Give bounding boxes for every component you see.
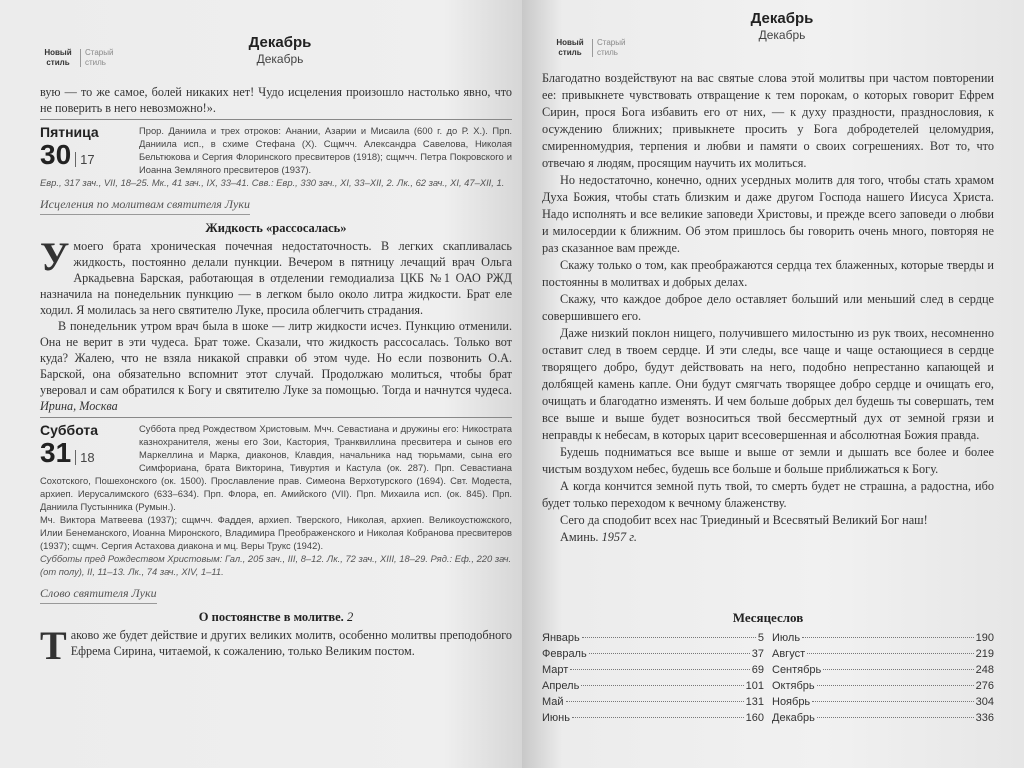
month-header (702, 10, 862, 43)
toc-entry[interactable] (542, 646, 764, 662)
toc-month: Декабрь (772, 712, 815, 724)
word-title (40, 609, 512, 625)
paragraph: Даже низкий поклон нищего, получившего милостыню из рук твоих, несомненно оставит след в твоем сердце. И эти следы, все чаще и чаще остающиеся в сердце творящего добро, будут действовать на него, подобно непрестанно капающей и долбящей камень капле. Они будут смягчать творящее добро сердце и очищать его, очищать и благодатно изменять. И чем больше добрых дел будешь ты совершать, тем все выше и выше будет возноситься твой бессмертный дух от земной грязи и неправды к небесам, в которых царит всесовершенная и абсолютная Божия правда. (542, 326, 994, 442)
toc-month: Май (542, 696, 564, 708)
dot-leader (823, 669, 973, 670)
dot-leader (572, 717, 744, 718)
section-heading: Исцеления по молитвам святителя Луки (40, 197, 250, 215)
month-header (200, 34, 360, 67)
new-style-label: Новый стиль (44, 48, 72, 67)
old-style-label: Старый стиль (85, 48, 114, 67)
sermon-text (542, 70, 994, 546)
date-new: 30 (40, 139, 72, 170)
toc-entry[interactable] (772, 710, 994, 726)
toc-page: 276 (975, 680, 994, 692)
toc-page: 336 (975, 712, 994, 724)
saints-list: Мч. Виктора Матвеева (1937); сщмчч. Фаддея, архиеп. Тверского, Николая, архиеп. Великоустюжского, Илии Бенеманского, Иоанна Миронского, Владимира Преображенского и Николая Кобранова пресвитеров (1937); сщмч. Сергия Астахова диакона и мц. Веры Трукс (1942). (40, 514, 512, 551)
toc-month: Ноябрь (772, 696, 811, 708)
month-new: Декабрь (750, 10, 814, 27)
story-title: Жидкость «рассосалась» (205, 221, 347, 235)
table-of-contents (542, 610, 994, 726)
word-paragraph: аково же будет действие и других великих молитв, особенно молитвы преподобного Ефрема Сирина, читаемой, к сожалению, только Великим постом. (70, 628, 512, 658)
toc-page: 37 (751, 648, 764, 660)
saints-list: Прор. Даниила и трех отроков: Анании, Азарии и Мисаила (600 г. до Р. Х.). Прп. Даниила исп., в схиме Стефана (X). Сщмчч. Александра Савелова, Николая Бельтюкова и Сергия Флоринского пресвитеров (1918); сщмчч. Петра Покровского и Иоанна Земляного пресвитеров (1937). (139, 125, 512, 175)
toc-month: Август (772, 648, 806, 660)
toc-entry[interactable] (772, 694, 994, 710)
toc-entry[interactable] (772, 630, 994, 646)
saints-list: Суббота пред Рождеством Христовым. Мчч. Севастиана и дружины его: Никострата казнохранителя, жены его Зои, Кастория, Транквиллина пресвитера и сынов его Маркеллина и Марка, диаконов, Клавдия, начальника над тюрьмами, сына его Симфориана, брата Викторина, Тивуртия и Кастула (ок. 287). Прп. Севастиана Сохотского, Пошехонского (ок. 1500). Прославление прав. Симеона Верхотурского (1694). Свт. Модеста, архиеп. Иерусалимского (633–634). Прп. Флора, еп. Амийского (VII). Прп. Михаила исп. (ок. 845). Прп. Даниила Пустынника (Румын.). (40, 423, 512, 512)
toc-page: 131 (745, 696, 764, 708)
toc-entry[interactable] (542, 694, 764, 710)
paragraph: Скажу только о том, как преображаются сердца тех блаженных, которые тверды и постоянны в молитвах и добрых делах. (542, 258, 994, 289)
readings: Субботы пред Рождеством Христовым: Гал., 205 зач., III, 8–12. Лк., 72 зач., XIII, 18–29. Ряд.: Еф., 220 зач. (от полу), II, 11–13. Лк., 74 зач., XIV, 1–11. (40, 553, 512, 577)
toc-month: Октябрь (772, 680, 815, 692)
toc-page: 248 (975, 664, 994, 676)
dot-leader (802, 637, 974, 638)
toc-column-right (772, 630, 994, 726)
dot-leader (589, 653, 750, 654)
story-author: Ирина, Москва (40, 399, 118, 413)
right-page (522, 0, 1024, 768)
toc-month: Апрель (542, 680, 580, 692)
style-legend (40, 48, 117, 68)
dot-leader (807, 653, 974, 654)
toc-month: Июль (772, 632, 801, 644)
toc-entry[interactable] (542, 678, 764, 694)
dot-leader (817, 685, 974, 686)
dot-leader (817, 717, 974, 718)
dot-leader (581, 685, 743, 686)
paragraph: Но недостаточно, конечно, одних усердных молитв для того, чтобы стать храмом Духа Божия, чтобы стать близким и даже другом Господа нашего Иисуса Христа. Надо исполнять и все великие заповеди Христовы, и прежде всего заповеди о любви и милосердии к ближним. Об этом пришлось бы говорить очень много, повторяя не раз сказанное вам прежде. (542, 173, 994, 255)
toc-page: 160 (745, 712, 764, 724)
toc-entry[interactable] (772, 646, 994, 662)
toc-page: 101 (745, 680, 764, 692)
paragraph: Сего да сподобит всех нас Триединый и Всесвятый Великий Бог наш! (560, 513, 928, 527)
toc-page: 5 (757, 632, 764, 644)
amen: Аминь. (560, 530, 599, 544)
page-header (542, 10, 994, 60)
date-new: 31 (40, 437, 72, 468)
toc-entry[interactable] (542, 710, 764, 726)
dot-leader (566, 701, 744, 702)
story-paragraph: В понедельник утром врач была в шоке — литр жидкости исчез. Пункцию отменили. Она не верит в эти чудеса. Брат тоже. Сказали, что жидкость рассосалась. Только вот куда? Жалею, что не взяла никакой справки об этом чуде. Но если позвонить О.А. Барской, она обязательно вспомнит этот случай. Продолжаю молиться, чтобы брат уверовал и сам обратился к Богу и святителю Луке за помощью. Тогда и начнутся чудеса. (40, 319, 512, 397)
month-old: Декабрь (758, 28, 806, 42)
word-title-text: О постоянстве в молитве. (198, 610, 344, 624)
toc-page: 190 (975, 632, 994, 644)
weekday: Суббота (40, 422, 99, 438)
toc-entry[interactable] (772, 662, 994, 678)
toc-entry[interactable] (772, 678, 994, 694)
toc-month: Январь (542, 632, 580, 644)
old-style-label: Старый стиль (597, 38, 626, 57)
date-old: 18 (75, 450, 94, 465)
toc-month: Сентябрь (772, 664, 822, 676)
day-label (40, 124, 139, 174)
toc-entry[interactable] (542, 662, 764, 678)
divider (592, 39, 593, 57)
page-header (40, 34, 512, 84)
section-heading: Слово святителя Луки (40, 586, 157, 604)
paragraph: Будешь подниматься все выше и выше от земли и дышать все более и более чистым воздухом небес, будешь все больше и больше приближаться к Богу. (542, 445, 994, 476)
toc-column-left (542, 630, 764, 726)
divider (80, 49, 81, 67)
story-text (40, 234, 512, 414)
toc-month: Март (542, 664, 569, 676)
day-friday (40, 124, 512, 176)
paragraph: Благодатно воздействуют на вас святые слова этой молитвы при частом повторении ее: привыкнете чувствовать отвращение к тем порокам, о которых говорит Ефрем Сирин, прося Бога избавить его от них, — к духу праздности, празднословия, к осуждению ближних; привыкнете просить у Бога добродетелей целомудрия, смиренномудрия, терпения и любви и памяти о своих согрешениях. Вот то, что отвечаю я людям, просящим научить их молиться. (542, 71, 994, 170)
day-saturday (40, 422, 512, 513)
drop-cap: Т (40, 623, 67, 668)
divider (40, 417, 512, 418)
toc-page: 219 (975, 648, 994, 660)
toc-month: Февраль (542, 648, 587, 660)
drop-cap: У (40, 234, 70, 279)
month-new: Декабрь (248, 34, 312, 51)
paragraph: А когда кончится земной путь твой, то смерть будет не страшна, а радостна, ибо будет только переходом к вечному блаженству. (542, 479, 994, 510)
story-paragraph: моего брата хроническая почечная недостаточность. В легких скапливалась жидкость, постоянно делали пункции. Вечером в пятницу лечащий врач Ольга Аркадьевна Барская, работающая в отделении гемодиализа ЦКБ №1 ОАО РЖД назначила на понедельник пункцию — в легком было около литра жидкости. Брат еле ходил. Я молилась за него святителю Луке, просила облегчить страдания. (40, 239, 512, 317)
date-old: 17 (75, 152, 94, 167)
continuation-text: вую — то же самое, болей никаких нет! Чудо исцеления произошло настолько явно, что не поверить в него невозможно!». (40, 85, 512, 115)
toc-month: Июнь (542, 712, 570, 724)
toc-entry[interactable] (542, 630, 764, 646)
dot-leader (812, 701, 973, 702)
dot-leader (570, 669, 749, 670)
day-label (40, 422, 139, 472)
toc-page: 69 (751, 664, 764, 676)
divider (40, 119, 512, 120)
word-text (40, 623, 512, 668)
paragraph: Скажу, что каждое доброе дело оставляет больший или меньший след в сердце совершившего его. (542, 292, 994, 323)
weekday: Пятница (40, 124, 99, 140)
new-style-label: Новый стиль (556, 38, 584, 57)
style-legend (552, 38, 629, 58)
word-title-number: 2 (346, 610, 354, 624)
year: 1957 г. (601, 530, 637, 544)
toc-page: 304 (975, 696, 994, 708)
toc-title: Месяцеслов (732, 610, 804, 625)
readings: Евр., 317 зач., VII, 18–25. Мк., 41 зач., IX, 33–41. Свв.: Евр., 330 зач., XI, 33–XII, 2. Лк., 62 зач., XI, 47–XII, 1. (40, 177, 505, 188)
month-old: Декабрь (256, 52, 304, 66)
dot-leader (582, 637, 756, 638)
